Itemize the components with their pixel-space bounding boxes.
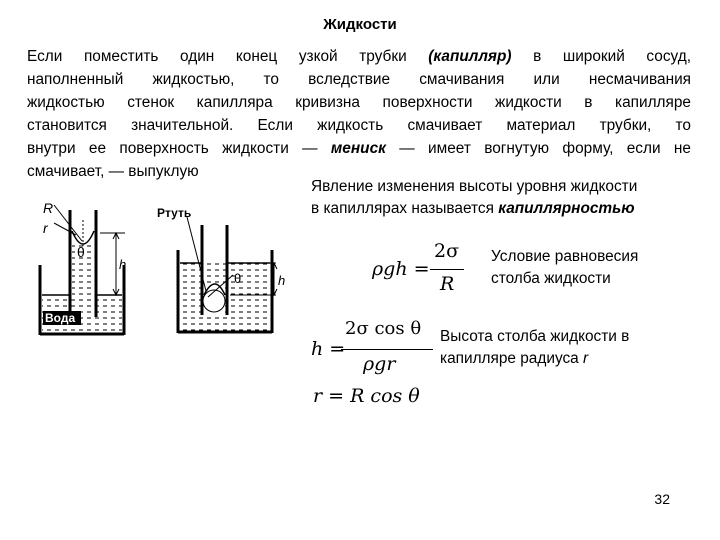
intro-line-5 <box>27 137 691 160</box>
label-mercury: Ртуть <box>157 206 192 220</box>
intro-line-4: становится значительной. Если жидкость смачивает материал трубки, то <box>27 117 691 134</box>
intro-text: внутри ее поверхность жидкости — <box>27 140 331 157</box>
formula-radius: r = R cos θ <box>313 385 420 407</box>
definition-line-2 <box>311 198 637 220</box>
formula-equilibrium <box>372 240 467 300</box>
radius-symbol: r <box>583 350 589 367</box>
equilibrium-caption <box>491 246 638 290</box>
fraction-bar <box>430 269 464 270</box>
term-capillary: (капилляр) <box>428 48 512 65</box>
height-caption-line-2 <box>440 348 629 370</box>
label-theta-mercury: θ <box>234 271 242 286</box>
mercury-vessel <box>178 217 277 333</box>
formula-height-denominator: ρgr <box>363 353 396 375</box>
term-capillarity: капиллярностью <box>498 200 635 217</box>
page-number: 32 <box>654 491 670 507</box>
label-theta-water: θ <box>77 244 85 260</box>
label-R: R <box>43 200 54 216</box>
slide-title: Жидкости <box>323 16 397 33</box>
label-water: Вода <box>45 311 76 325</box>
intro-line-6: смачивает, — выпуклую <box>27 163 199 180</box>
intro-line-1 <box>27 45 691 68</box>
definition-line-1: Явление изменения высоты уровня жидкости <box>311 178 638 195</box>
formula-equilibrium-denominator: R <box>440 273 455 295</box>
capillarity-definition <box>311 176 637 220</box>
intro-line-2: наполненный жидкостью, то вследствие смачивания или несмачивания <box>27 71 691 88</box>
intro-text: в широкий сосуд, <box>511 48 691 65</box>
formula-equilibrium-lhs: ρgh = <box>372 258 430 280</box>
height-caption <box>440 326 629 370</box>
height-caption-line-1: Высота столба жидкости в <box>440 328 630 345</box>
label-r: r <box>43 220 48 236</box>
intro-text: Если поместить один конец узкой трубки <box>27 48 429 65</box>
intro-text: — имеет вогнутую форму, если не <box>385 140 691 157</box>
equilibrium-caption-line-1: Условие равновесия <box>491 248 639 265</box>
formula-height-numerator: 2σ cos θ <box>345 318 422 339</box>
label-h-water: h <box>119 257 127 272</box>
equilibrium-caption-line-2: столба жидкости <box>491 270 611 287</box>
height-caption-text: капилляре радиуса <box>440 350 584 367</box>
intro-line-3: жидкостью стенок капилляра кривизна поверхности жидкости в капилляре <box>27 94 691 111</box>
term-meniscus: мениск <box>330 140 386 157</box>
formula-height-lhs: h = <box>311 338 346 360</box>
intro-paragraph <box>27 45 691 183</box>
formula-height <box>311 318 436 380</box>
formula-equilibrium-numerator: 2σ <box>434 240 460 262</box>
definition-text: в капиллярах называется <box>311 200 499 217</box>
fraction-bar <box>341 349 433 350</box>
capillary-diagram <box>30 195 305 340</box>
label-h-mercury: h <box>278 273 286 288</box>
